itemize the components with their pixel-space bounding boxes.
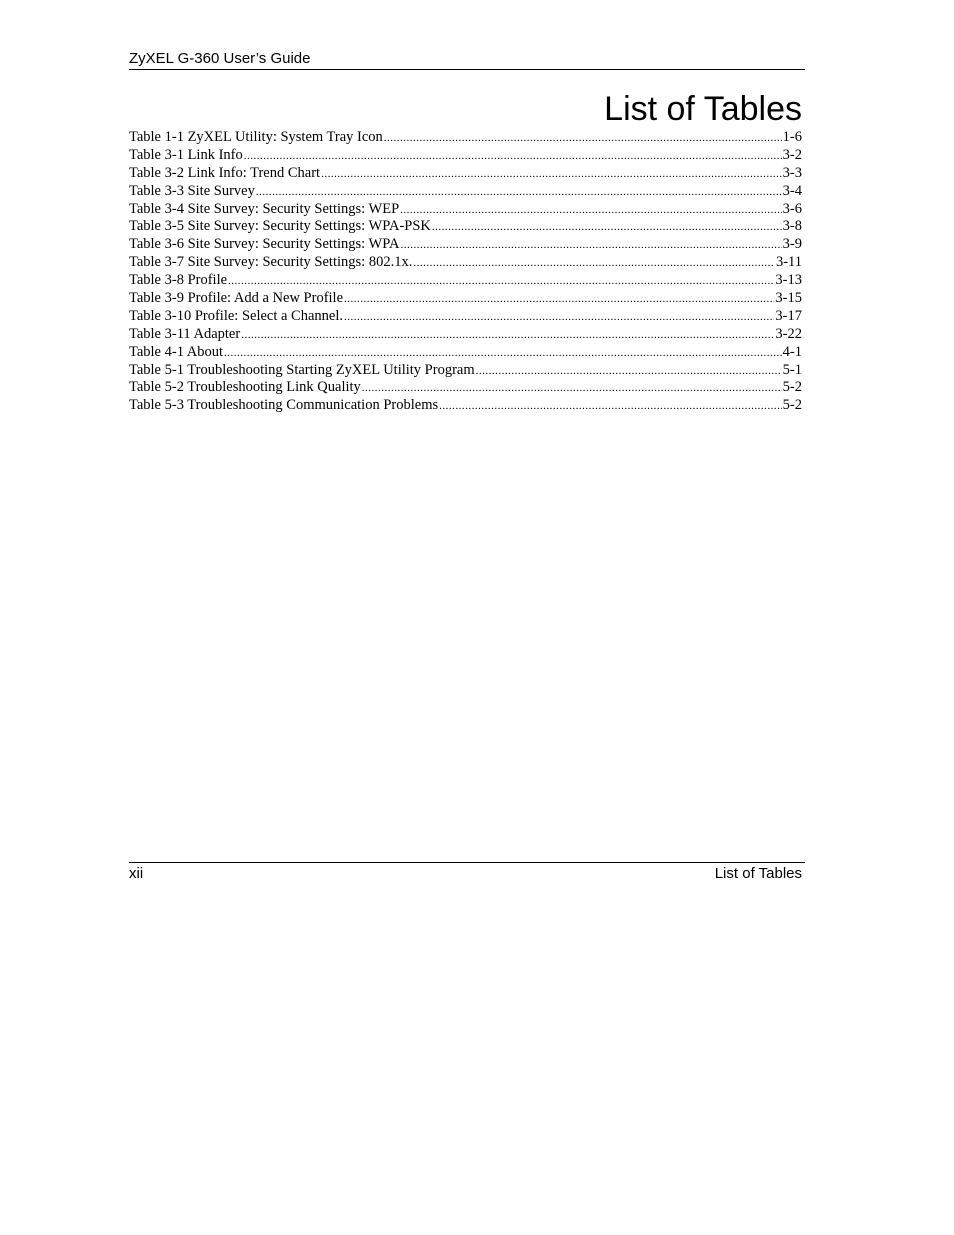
toc-entry-page: 3-15: [775, 290, 802, 307]
toc-entry-page: 3-2: [782, 146, 802, 163]
dot-leader: [413, 255, 775, 273]
toc-entry[interactable]: [129, 201, 802, 219]
page-header: [129, 49, 805, 70]
dot-leader: [244, 148, 782, 166]
toc-entry[interactable]: [129, 218, 802, 236]
toc-entry-page: 5-2: [782, 397, 802, 414]
toc-entry-label: Table 3-3 Site Survey: [129, 182, 255, 199]
toc-entry-page: 3-8: [782, 218, 802, 235]
dot-leader: [400, 237, 781, 255]
toc-entry-label: Table 3-11 Adapter: [129, 325, 241, 342]
toc-entry[interactable]: [129, 254, 802, 272]
toc-entry[interactable]: [129, 272, 802, 290]
table-list: [129, 129, 802, 415]
toc-entry-label: Table 3-5 Site Survey: Security Settings: WPA-PSK: [129, 218, 431, 235]
dot-leader: [228, 273, 774, 291]
toc-entry[interactable]: [129, 308, 802, 326]
toc-entry-label: Table 1-1 ZyXEL Utility: System Tray Icon: [129, 129, 383, 145]
dot-leader: [362, 380, 782, 398]
toc-entry[interactable]: [129, 290, 802, 308]
toc-entry-label: Table 5-1 Troubleshooting Starting ZyXEL Utility Program: [129, 361, 475, 378]
toc-entry[interactable]: [129, 147, 802, 165]
toc-entry-label: Table 3-6 Site Survey: Security Settings: WPA: [129, 236, 400, 253]
toc-entry-page: 5-2: [782, 379, 802, 396]
toc-entry-page: 1-6: [782, 129, 802, 145]
page-footer: [129, 862, 805, 885]
toc-entry-label: Table 3-10 Profile: Select a Channel.: [129, 307, 344, 324]
toc-entry-label: Table 3-2 Link Info: Trend Chart: [129, 164, 321, 181]
dot-leader: [321, 166, 782, 184]
dot-leader: [400, 202, 781, 220]
toc-entry-page: 3-4: [782, 182, 802, 199]
toc-entry-label: Table 3-1 Link Info: [129, 146, 243, 163]
toc-entry-label: Table 3-9 Profile: Add a New Profile: [129, 290, 344, 307]
document-title: ZyXEL G-360 User’s Guide: [129, 50, 311, 67]
toc-entry-label: Table 3-4 Site Survey: Security Settings: WEP: [129, 200, 400, 217]
dot-leader: [224, 345, 782, 363]
dot-leader: [432, 219, 782, 237]
toc-entry-page: 3-22: [775, 325, 802, 342]
toc-entry-page: 3-11: [775, 254, 802, 271]
toc-entry[interactable]: [129, 183, 802, 201]
toc-entry-page: 3-13: [775, 272, 802, 289]
dot-leader: [256, 184, 782, 202]
toc-entry-label: Table 4-1 About: [129, 343, 224, 360]
toc-entry-page: 3-6: [782, 200, 802, 217]
dot-leader: [241, 327, 774, 345]
toc-entry-page: 3-3: [782, 164, 802, 181]
dot-leader: [344, 291, 774, 309]
toc-entry[interactable]: [129, 379, 802, 397]
toc-entry-label: Table 5-2 Troubleshooting Link Quality: [129, 379, 361, 396]
toc-entry-label: Table 5-3 Troubleshooting Communication Problems: [129, 397, 439, 414]
toc-entry[interactable]: [129, 165, 802, 183]
toc-entry-page: 4-1: [782, 343, 802, 360]
toc-entry[interactable]: [129, 397, 802, 415]
page-number: xii: [129, 865, 144, 882]
toc-entry-label: Table 3-8 Profile: [129, 272, 228, 289]
dot-leader: [384, 130, 782, 148]
toc-entry[interactable]: [129, 326, 802, 344]
dot-leader: [439, 398, 782, 416]
toc-entry[interactable]: [129, 362, 802, 380]
dot-leader: [476, 363, 782, 381]
toc-entry-page: 3-9: [782, 236, 802, 253]
dot-leader: [344, 309, 774, 327]
toc-entry[interactable]: [129, 236, 802, 254]
page-title: List of Tables: [604, 90, 802, 128]
toc-entry-page: 3-17: [775, 307, 802, 324]
footer-section-title: List of Tables: [714, 865, 802, 882]
toc-entry[interactable]: [129, 129, 802, 147]
toc-entry-label: Table 3-7 Site Survey: Security Settings: 802.1x.: [129, 254, 413, 271]
toc-entry-page: 5-1: [782, 361, 802, 378]
toc-entry[interactable]: [129, 344, 802, 362]
